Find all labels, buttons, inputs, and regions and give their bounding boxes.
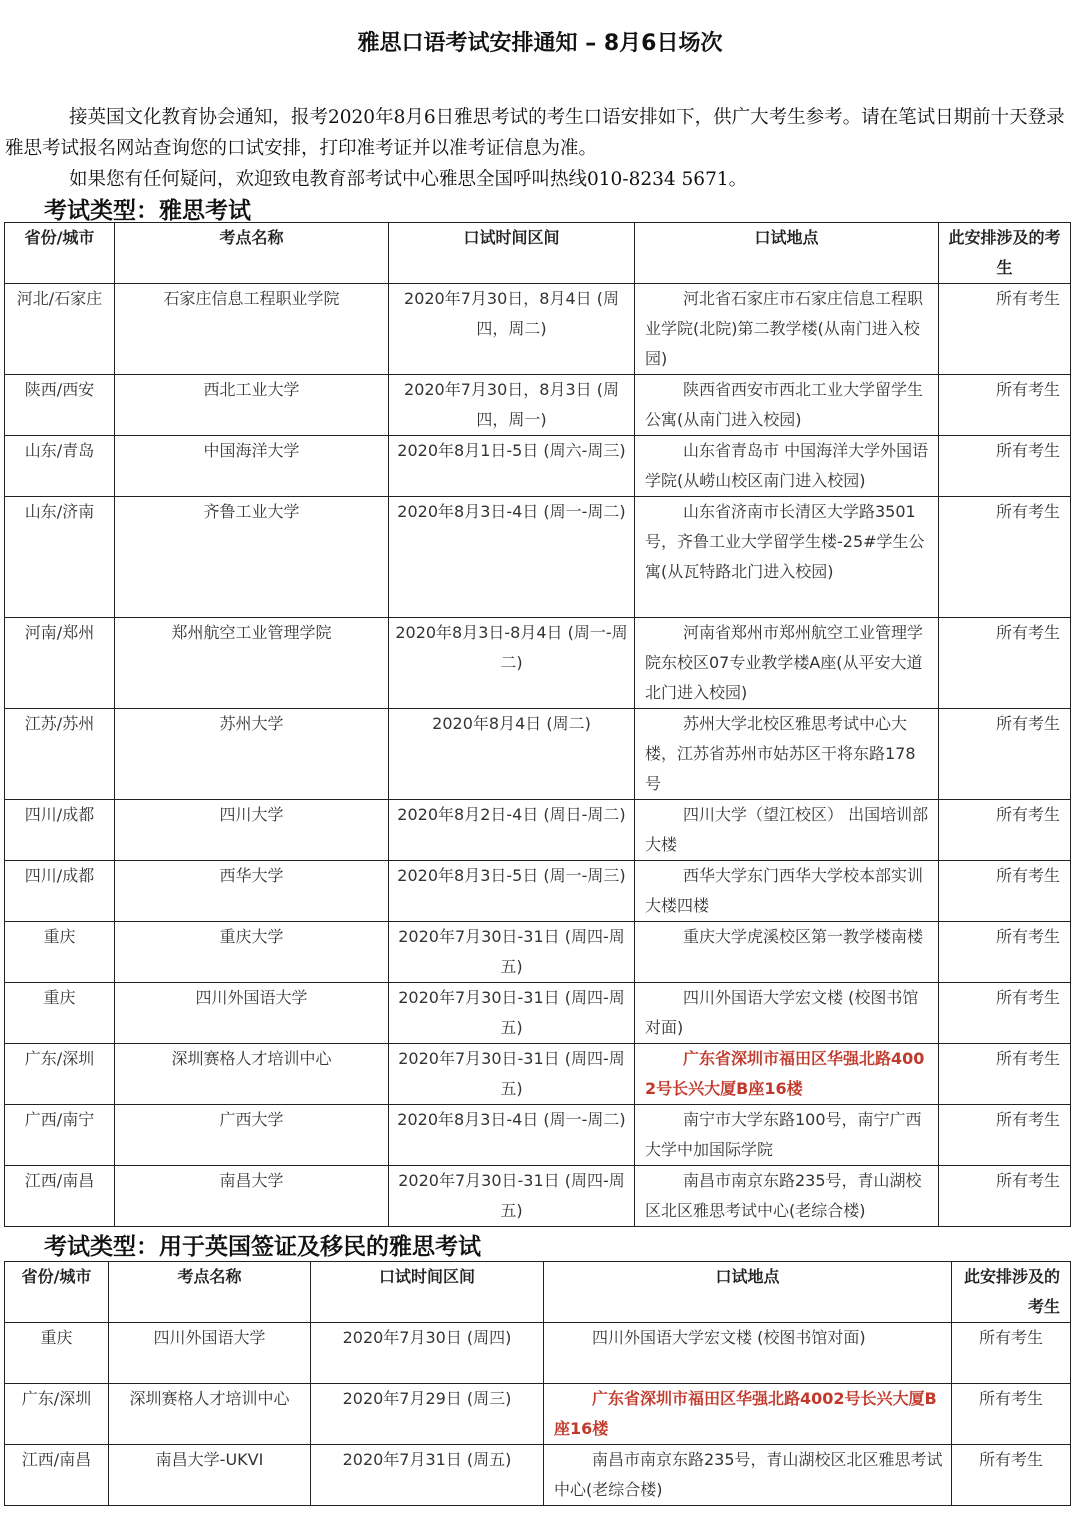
cell-venue: 四川外国语大学	[109, 1323, 311, 1384]
table-row	[5, 1044, 1071, 1105]
table-header-row	[5, 223, 1071, 284]
intro-paragraph-2: 如果您有任何疑问，欢迎致电教育部考试中心雅思全国呼叫热线010-8234 5671。	[69, 169, 748, 190]
cell-venue: 中国海洋大学	[115, 436, 389, 497]
cell-venue: 广西大学	[115, 1105, 389, 1166]
cell-location: 南昌市南京东路235号，青山湖校区北区雅思考试中心(老综合楼)	[635, 1166, 939, 1227]
section-1-title: 考试类型：雅思考试	[44, 197, 251, 224]
table-row	[5, 618, 1071, 709]
cell-time: 2020年8月3日-8月4日 (周一-周二)	[389, 618, 635, 709]
table-row	[5, 709, 1071, 800]
table-row	[5, 1323, 1071, 1384]
cell-time: 2020年8月3日-5日 (周一-周三)	[389, 861, 635, 922]
cell-location: 山东省济南市长清区大学路3501号，齐鲁工业大学留学生楼-25#学生公寓(从瓦特路北门进入校园)	[635, 497, 939, 618]
table-row	[5, 922, 1071, 983]
section-2-title: 考试类型：用于英国签证及移民的雅思考试	[44, 1233, 481, 1260]
cell-time: 2020年8月3日-4日 (周一-周二)	[389, 1105, 635, 1166]
cell-location: 四川大学（望江校区） 出国培训部大楼	[635, 800, 939, 861]
table-row	[5, 1445, 1071, 1506]
cell-province: 重庆	[5, 983, 115, 1044]
cell-scope: 所有考生	[939, 284, 1071, 375]
cell-province: 广东/深圳	[5, 1044, 115, 1105]
cell-scope: 所有考生	[939, 861, 1071, 922]
cell-province: 江苏/苏州	[5, 709, 115, 800]
cell-province: 河北/石家庄	[5, 284, 115, 375]
cell-location: 河北省石家庄市石家庄信息工程职业学院(北院)第二教学楼(从南门进入校园)	[635, 284, 939, 375]
cell-location: 南昌市南京东路235号，青山湖校区北区雅思考试中心(老综合楼)	[544, 1445, 952, 1506]
cell-location: 苏州大学北校区雅思考试中心大楼，江苏省苏州市姑苏区干将东路178号	[635, 709, 939, 800]
table-header-row	[5, 1262, 1071, 1323]
cell-province: 山东/济南	[5, 497, 115, 618]
table-row	[5, 375, 1071, 436]
header-venue: 考点名称	[109, 1262, 311, 1323]
cell-scope: 所有考生	[939, 1044, 1071, 1105]
cell-time: 2020年8月3日-4日 (周一-周二)	[389, 497, 635, 618]
cell-scope: 所有考生	[939, 436, 1071, 497]
intro-paragraph-1: 接英国文化教育协会通知，报考2020年8月6日雅思考试的考生口语安排如下，供广大考生参考。请在笔试日期前十天登录雅思考试报名网站查询您的口试安排，打印准考证并以准考证信息为准。	[5, 107, 1065, 159]
cell-venue: 南昌大学-UKVI	[109, 1445, 311, 1506]
header-location: 口试地点	[635, 223, 939, 284]
cell-location: 重庆大学虎溪校区第一教学楼南楼	[635, 922, 939, 983]
cell-location: 山东省青岛市 中国海洋大学外国语学院(从崂山校区南门进入校园)	[635, 436, 939, 497]
cell-scope: 所有考生	[939, 375, 1071, 436]
cell-scope: 所有考生	[939, 1166, 1071, 1227]
header-province: 省份/城市	[5, 1262, 109, 1323]
document-title: 雅思口语考试安排通知 – 8月6日场次	[357, 31, 723, 56]
cell-venue: 深圳赛格人才培训中心	[109, 1384, 311, 1445]
cell-province: 广西/南宁	[5, 1105, 115, 1166]
cell-scope: 所有考生	[939, 1105, 1071, 1166]
cell-location-highlighted: 广东省深圳市福田区华强北路4002号长兴大厦B座16楼	[635, 1044, 939, 1105]
header-scope: 此安排涉及的考生	[952, 1262, 1071, 1323]
table-row	[5, 1166, 1071, 1227]
cell-location-highlighted: 广东省深圳市福田区华强北路4002号长兴大厦B座16楼	[544, 1384, 952, 1445]
cell-venue: 西北工业大学	[115, 375, 389, 436]
cell-scope: 所有考生	[952, 1384, 1071, 1445]
cell-venue: 齐鲁工业大学	[115, 497, 389, 618]
cell-venue: 重庆大学	[115, 922, 389, 983]
cell-location: 西华大学东门西华大学校本部实训大楼四楼	[635, 861, 939, 922]
table-row	[5, 436, 1071, 497]
cell-time: 2020年8月2日-4日 (周日-周二)	[389, 800, 635, 861]
cell-province: 广东/深圳	[5, 1384, 109, 1445]
cell-scope: 所有考生	[939, 618, 1071, 709]
cell-time: 2020年7月30日，8月4日 (周四，周二)	[389, 284, 635, 375]
cell-scope: 所有考生	[939, 709, 1071, 800]
header-province: 省份/城市	[5, 223, 115, 284]
cell-province: 河南/郑州	[5, 618, 115, 709]
cell-venue: 四川大学	[115, 800, 389, 861]
cell-time: 2020年7月30日-31日 (周四-周五)	[389, 1166, 635, 1227]
cell-province: 重庆	[5, 1323, 109, 1384]
cell-time: 2020年7月30日-31日 (周四-周五)	[389, 1044, 635, 1105]
cell-scope: 所有考生	[939, 497, 1071, 618]
cell-location: 四川外国语大学宏文楼 (校图书馆对面)	[544, 1323, 952, 1384]
schedule-table-ielts	[4, 222, 1071, 1227]
cell-location: 四川外国语大学宏文楼 (校图书馆对面)	[635, 983, 939, 1044]
table-row	[5, 1105, 1071, 1166]
cell-province: 山东/青岛	[5, 436, 115, 497]
cell-venue: 郑州航空工业管理学院	[115, 618, 389, 709]
table-row	[5, 1384, 1071, 1445]
cell-time: 2020年7月30日 (周四)	[311, 1323, 544, 1384]
cell-scope: 所有考生	[939, 922, 1071, 983]
header-scope: 此安排涉及的考生	[939, 223, 1071, 284]
cell-time: 2020年7月31日 (周五)	[311, 1445, 544, 1506]
cell-time: 2020年8月1日-5日 (周六-周三)	[389, 436, 635, 497]
cell-venue: 西华大学	[115, 861, 389, 922]
table-row	[5, 284, 1071, 375]
cell-scope: 所有考生	[952, 1445, 1071, 1506]
cell-time: 2020年7月30日，8月3日 (周四，周一)	[389, 375, 635, 436]
cell-scope: 所有考生	[939, 983, 1071, 1044]
cell-venue: 苏州大学	[115, 709, 389, 800]
table-row	[5, 497, 1071, 618]
cell-venue: 南昌大学	[115, 1166, 389, 1227]
cell-province: 四川/成都	[5, 861, 115, 922]
cell-time: 2020年7月30日-31日 (周四-周五)	[389, 922, 635, 983]
cell-scope: 所有考生	[939, 800, 1071, 861]
table-row	[5, 983, 1071, 1044]
header-location: 口试地点	[544, 1262, 952, 1323]
cell-scope: 所有考生	[952, 1323, 1071, 1384]
cell-province: 江西/南昌	[5, 1166, 115, 1227]
schedule-table-ukvi	[4, 1261, 1071, 1506]
cell-time: 2020年7月30日-31日 (周四-周五)	[389, 983, 635, 1044]
cell-time: 2020年8月4日 (周二)	[389, 709, 635, 800]
cell-province: 陕西/西安	[5, 375, 115, 436]
cell-province: 江西/南昌	[5, 1445, 109, 1506]
cell-venue: 四川外国语大学	[115, 983, 389, 1044]
cell-location: 南宁市大学东路100号，南宁广西大学中加国际学院	[635, 1105, 939, 1166]
cell-location: 陕西省西安市西北工业大学留学生公寓(从南门进入校园)	[635, 375, 939, 436]
cell-venue: 石家庄信息工程职业学院	[115, 284, 389, 375]
header-time: 口试时间区间	[389, 223, 635, 284]
cell-venue: 深圳赛格人才培训中心	[115, 1044, 389, 1105]
cell-location: 河南省郑州市郑州航空工业管理学院东校区07专业教学楼A座(从平安大道北门进入校园)	[635, 618, 939, 709]
header-time: 口试时间区间	[311, 1262, 544, 1323]
header-venue: 考点名称	[115, 223, 389, 284]
table-row	[5, 800, 1071, 861]
cell-province: 四川/成都	[5, 800, 115, 861]
cell-time: 2020年7月29日 (周三)	[311, 1384, 544, 1445]
table-row	[5, 861, 1071, 922]
cell-province: 重庆	[5, 922, 115, 983]
